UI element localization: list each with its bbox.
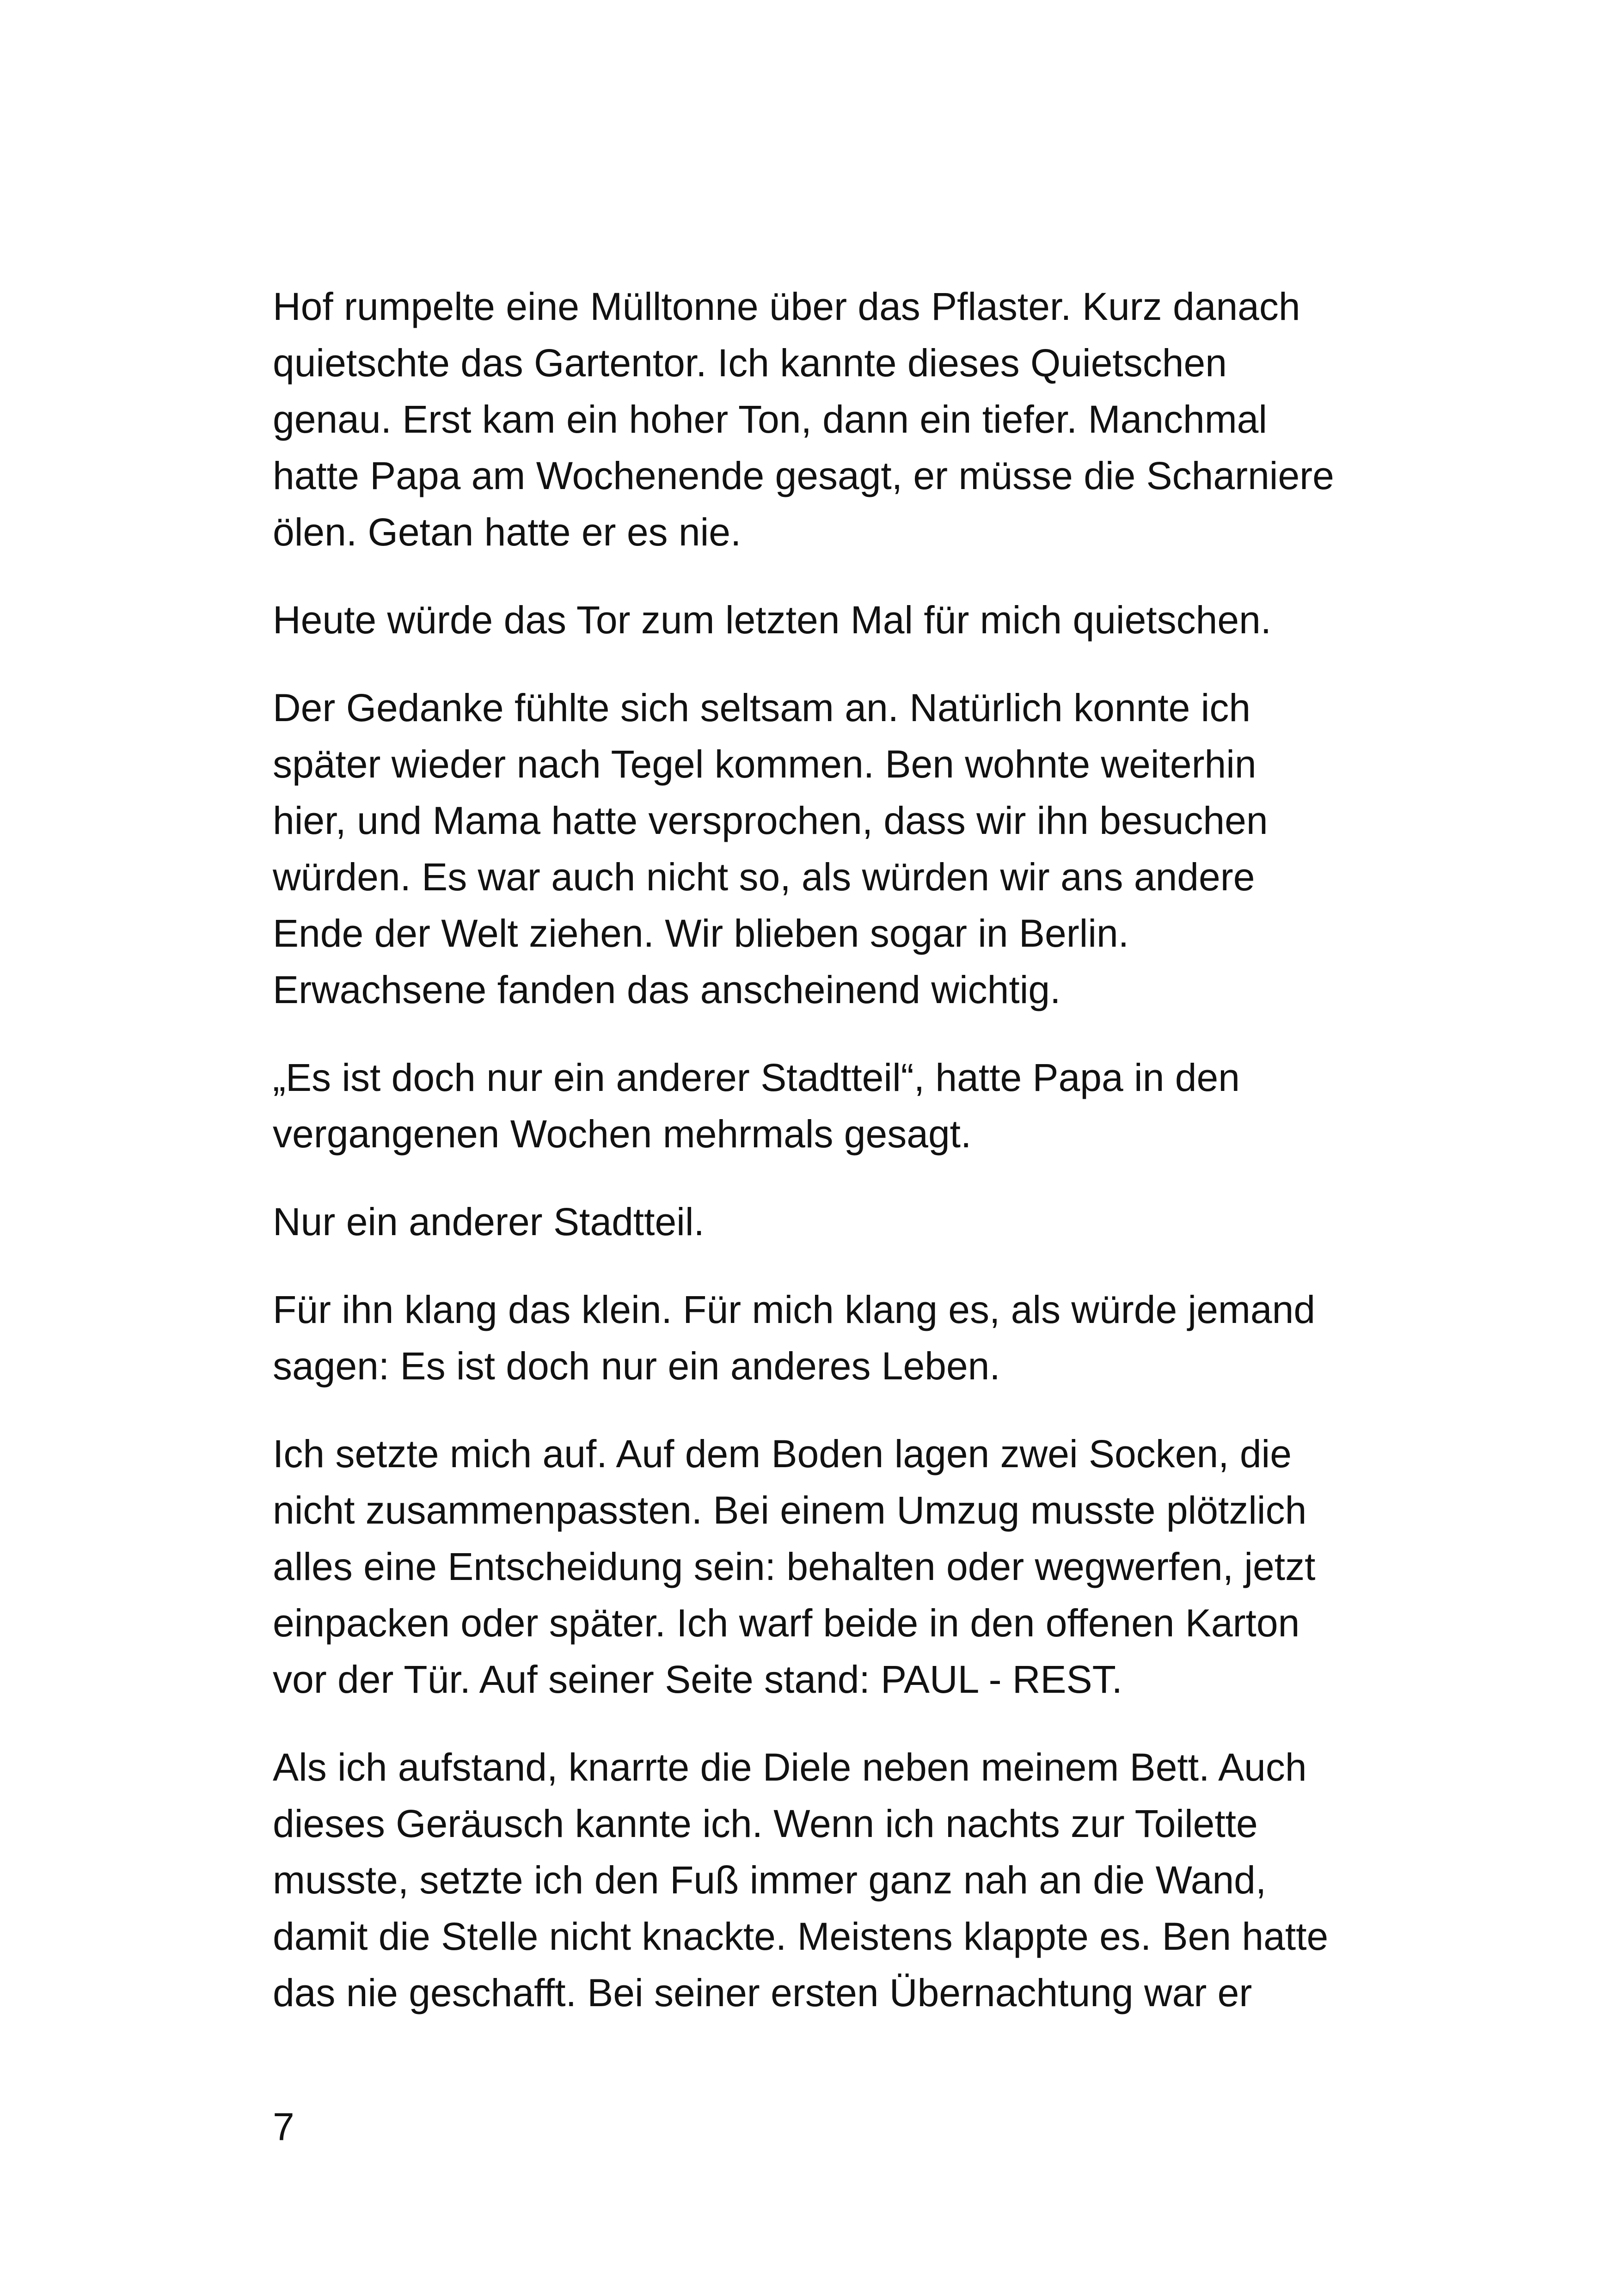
- text-line: Für ihn klang das klein. Für mich klang es, als würde jemand: [273, 1288, 1316, 1331]
- page-body: [273, 278, 1382, 2021]
- text-line: genau. Erst kam ein hoher Ton, dann ein tiefer. Manchmal: [273, 398, 1268, 441]
- text-line: ölen. Getan hatte er es nie.: [273, 510, 742, 554]
- text-line: einpacken oder später. Ich warf beide in den offenen Karton: [273, 1601, 1300, 1645]
- text-line: das nie geschafft. Bei seiner ersten Übernachtung war er: [273, 1971, 1252, 2014]
- text-line: Heute würde das Tor zum letzten Mal für mich quietschen.: [273, 598, 1272, 642]
- text-line: hatte Papa am Wochenende gesagt, er müsse die Scharniere: [273, 454, 1334, 497]
- text-line: dieses Geräusch kannte ich. Wenn ich nachts zur Toilette: [273, 1802, 1258, 1845]
- page-number: 7: [273, 2105, 294, 2149]
- paragraph: [273, 592, 1382, 648]
- paragraph: [273, 1194, 1382, 1250]
- text-line: Der Gedanke fühlte sich seltsam an. Natürlich konnte ich: [273, 686, 1251, 729]
- text-line: alles eine Entscheidung sein: behalten oder wegwerfen, jetzt: [273, 1545, 1316, 1588]
- paragraph: [273, 1426, 1382, 1708]
- text-line: Erwachsene fanden das anscheinend wichtig.: [273, 968, 1061, 1011]
- paragraph: [273, 1281, 1382, 1394]
- paragraph: [273, 680, 1382, 1018]
- text-line: Ich setzte mich auf. Auf dem Boden lagen zwei Socken, die: [273, 1432, 1292, 1476]
- paragraph: [273, 1739, 1382, 2021]
- text-line: musste, setzte ich den Fuß immer ganz nah an die Wand,: [273, 1858, 1267, 1902]
- text-line: Ende der Welt ziehen. Wir blieben sogar in Berlin.: [273, 912, 1129, 955]
- text-line: Hof rumpelte eine Mülltonne über das Pflaster. Kurz danach: [273, 285, 1300, 328]
- text-line: hier, und Mama hatte versprochen, dass wir ihn besuchen: [273, 799, 1268, 842]
- paragraph: [273, 1049, 1382, 1162]
- text-line: Als ich aufstand, knarrte die Diele neben meinem Bett. Auch: [273, 1745, 1307, 1789]
- text-line: damit die Stelle nicht knackte. Meistens klappte es. Ben hatte: [273, 1915, 1329, 1958]
- text-line: quietschte das Gartentor. Ich kannte dieses Quietschen: [273, 341, 1227, 385]
- text-line: „Es ist doch nur ein anderer Stadtteil“, hatte Papa in den: [273, 1056, 1240, 1099]
- paragraph: [273, 278, 1382, 560]
- text-line: sagen: Es ist doch nur ein anderes Leben.: [273, 1344, 1000, 1388]
- text-line: nicht zusammenpassten. Bei einem Umzug musste plötzlich: [273, 1488, 1307, 1532]
- text-line: vor der Tür. Auf seiner Seite stand: PAUL - REST.: [273, 1658, 1122, 1701]
- text-line: später wieder nach Tegel kommen. Ben wohnte weiterhin: [273, 742, 1256, 786]
- text-line: Nur ein anderer Stadtteil.: [273, 1200, 705, 1243]
- text-line: würden. Es war auch nicht so, als würden wir ans andere: [273, 855, 1255, 899]
- text-line: vergangenen Wochen mehrmals gesagt.: [273, 1112, 972, 1156]
